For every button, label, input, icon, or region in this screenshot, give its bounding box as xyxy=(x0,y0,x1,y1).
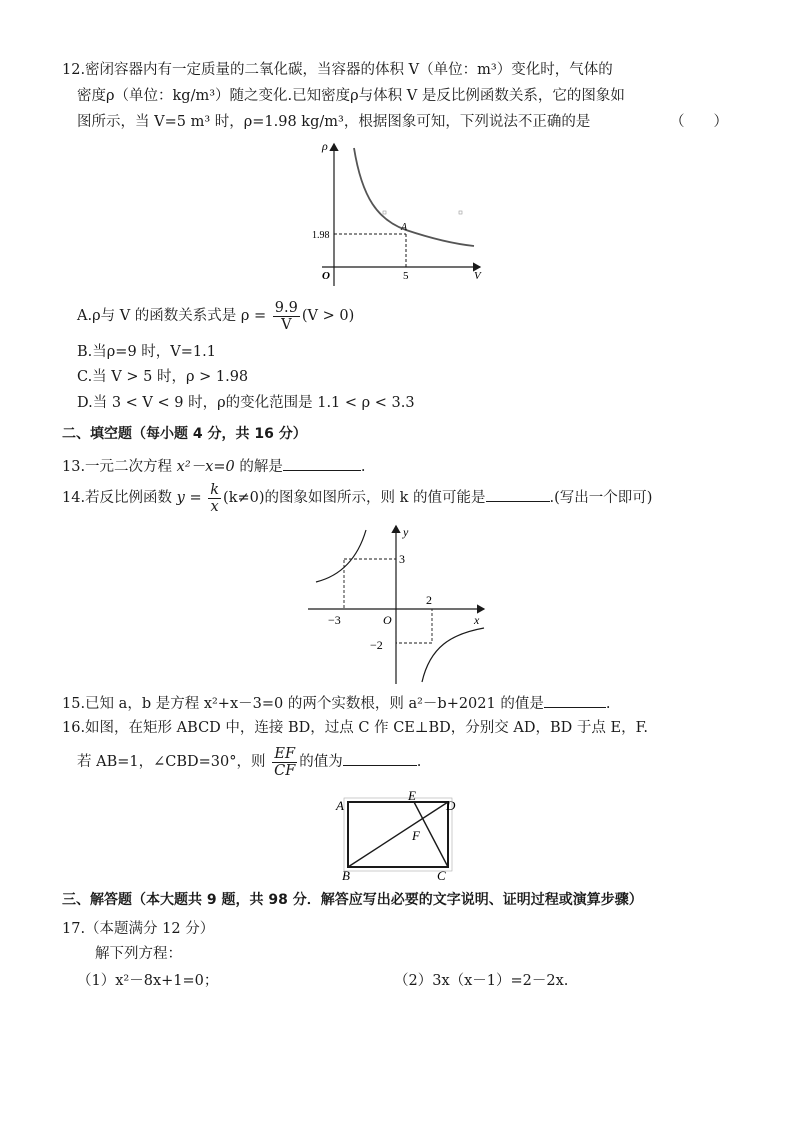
q13-answer-blank[interactable] xyxy=(283,455,361,471)
q16-label-b: B xyxy=(342,868,350,882)
q12-x-label: V xyxy=(474,270,481,282)
q14-tail: .(写出一个即可) xyxy=(549,490,653,506)
q16-post: 的值为 xyxy=(299,754,343,770)
q14-dash-box-left xyxy=(344,559,396,609)
q16-label-a: A xyxy=(336,798,344,813)
q12-option-c: C.当 V > 5 时，ρ > 1.98 xyxy=(77,369,249,385)
q12-y-label: ρ xyxy=(322,139,328,153)
q16-num: EF xyxy=(272,746,297,763)
q12-option-d: D.当 3 < V < 9 时，ρ的变化范围是 1.1 < ρ < 3.3 xyxy=(77,395,415,411)
q16-label-f: F xyxy=(412,828,420,843)
q12-x-tick: 5 xyxy=(403,270,409,282)
q12-option-b: B.当ρ=9 时，V=1.1 xyxy=(77,344,216,360)
q12-option-a-fraction xyxy=(273,300,300,333)
q12-option-a-text: A.ρ与 V 的函数关系式是 ρ = xyxy=(77,308,267,324)
q16-den: CF xyxy=(274,762,296,779)
q16-label-e: E xyxy=(408,790,416,803)
q16-fraction xyxy=(272,746,297,779)
q12-curve xyxy=(354,148,474,246)
q16-diagonal-bd xyxy=(348,802,448,867)
q14-y-neg-tick: −2 xyxy=(370,638,383,652)
q17-title: 17.（本题满分 12 分） xyxy=(62,921,215,937)
q15-answer-blank[interactable] xyxy=(544,692,606,708)
q14-fraction xyxy=(208,482,221,515)
q14-graph xyxy=(306,522,488,686)
q12-option-a-den: V xyxy=(281,316,292,333)
q16-tail: . xyxy=(416,754,422,770)
q14-cond: (k≠0) xyxy=(223,490,265,506)
q14-x-pos-tick: 2 xyxy=(426,593,432,607)
q15 xyxy=(62,692,610,714)
q12-answer-paren: （ ） xyxy=(670,114,728,130)
q12-graph xyxy=(310,138,490,290)
q13-equation: x²－x=0 xyxy=(176,459,235,475)
q12-option-a-cond: (V > 0) xyxy=(301,308,355,324)
q15-text: 15.已知 a，b 是方程 x²+x－3=0 的两个实数根，则 a²－b+2021 的值是 xyxy=(62,696,544,712)
q14 xyxy=(62,480,652,516)
q16-figure xyxy=(334,790,464,882)
q17-part1: （1）x²－8x+1=0； xyxy=(77,973,219,989)
q13-pre: 13.一元二次方程 xyxy=(62,459,177,475)
q13: 13.一元二次方程 x²－x=0 的解是 . xyxy=(62,455,365,477)
q12-point-label: A xyxy=(401,222,408,233)
q12-y-tick: 1.98 xyxy=(312,230,330,241)
q14-y-pos-tick: 3 xyxy=(399,552,405,566)
q12-line1: 12.密闭容器内有一定质量的二氧化碳，当容器的体积 V（单位：m³）变化时，气体的 xyxy=(62,62,613,78)
q14-post: 的图象如图所示，则 k 的值可能是 xyxy=(264,490,486,506)
q16-line1: 16.如图，在矩形 ABCD 中，连接 BD，过点 C 作 CE⊥BD，分别交 AD，BD 于点 E，F. xyxy=(62,720,649,736)
q12-origin: O xyxy=(322,270,330,282)
section-3-heading: 三、解答题（本大题共 9 题，共 98 分．解答应写出必要的文字说明、证明过程或演算步骤） xyxy=(62,892,643,908)
q16-answer-blank[interactable] xyxy=(343,750,417,766)
q14-pre: 14.若反比例函数 xyxy=(62,490,177,506)
q14-origin: O xyxy=(383,613,392,627)
q13-post: 的解是 xyxy=(234,459,283,475)
q12-line3: 图所示，当 V=5 m³ 时，ρ=1.98 kg/m³，根据图象可知，下列说法不正确的是 xyxy=(77,114,591,130)
q14-num: k xyxy=(210,481,220,498)
q14-dash-box-right xyxy=(396,609,432,643)
q15-tail: . xyxy=(605,696,611,712)
q14-y: y = xyxy=(176,490,202,506)
q16-line2 xyxy=(77,744,421,780)
q12-option-a xyxy=(77,298,354,334)
q16-pre: 若 AB=1，∠CBD=30°，则 xyxy=(77,754,266,770)
q17-instruction: 解下列方程： xyxy=(95,946,182,962)
q14-y-label: y xyxy=(403,525,409,539)
section-2-heading: 二、填空题（每小题 4 分，共 16 分） xyxy=(62,426,307,442)
q14-curve-upper-left xyxy=(316,530,366,582)
q16-label-d: D xyxy=(446,798,456,813)
q14-x-label: x xyxy=(474,613,480,627)
q16-label-c: C xyxy=(437,868,446,882)
q14-curve-lower-right xyxy=(422,628,484,682)
q14-den: x xyxy=(210,498,219,515)
q17-part2: （2）3x（x－1）=2－2x. xyxy=(394,973,569,989)
q14-answer-blank[interactable] xyxy=(486,486,550,502)
q14-x-neg-tick: −3 xyxy=(328,613,341,627)
q12-option-a-num: 9.9 xyxy=(274,299,298,316)
q12-line2: 密度ρ（单位：kg/m³）随之变化.已知密度ρ与体积 V 是反比例函数关系，它的图象如 xyxy=(77,88,625,104)
